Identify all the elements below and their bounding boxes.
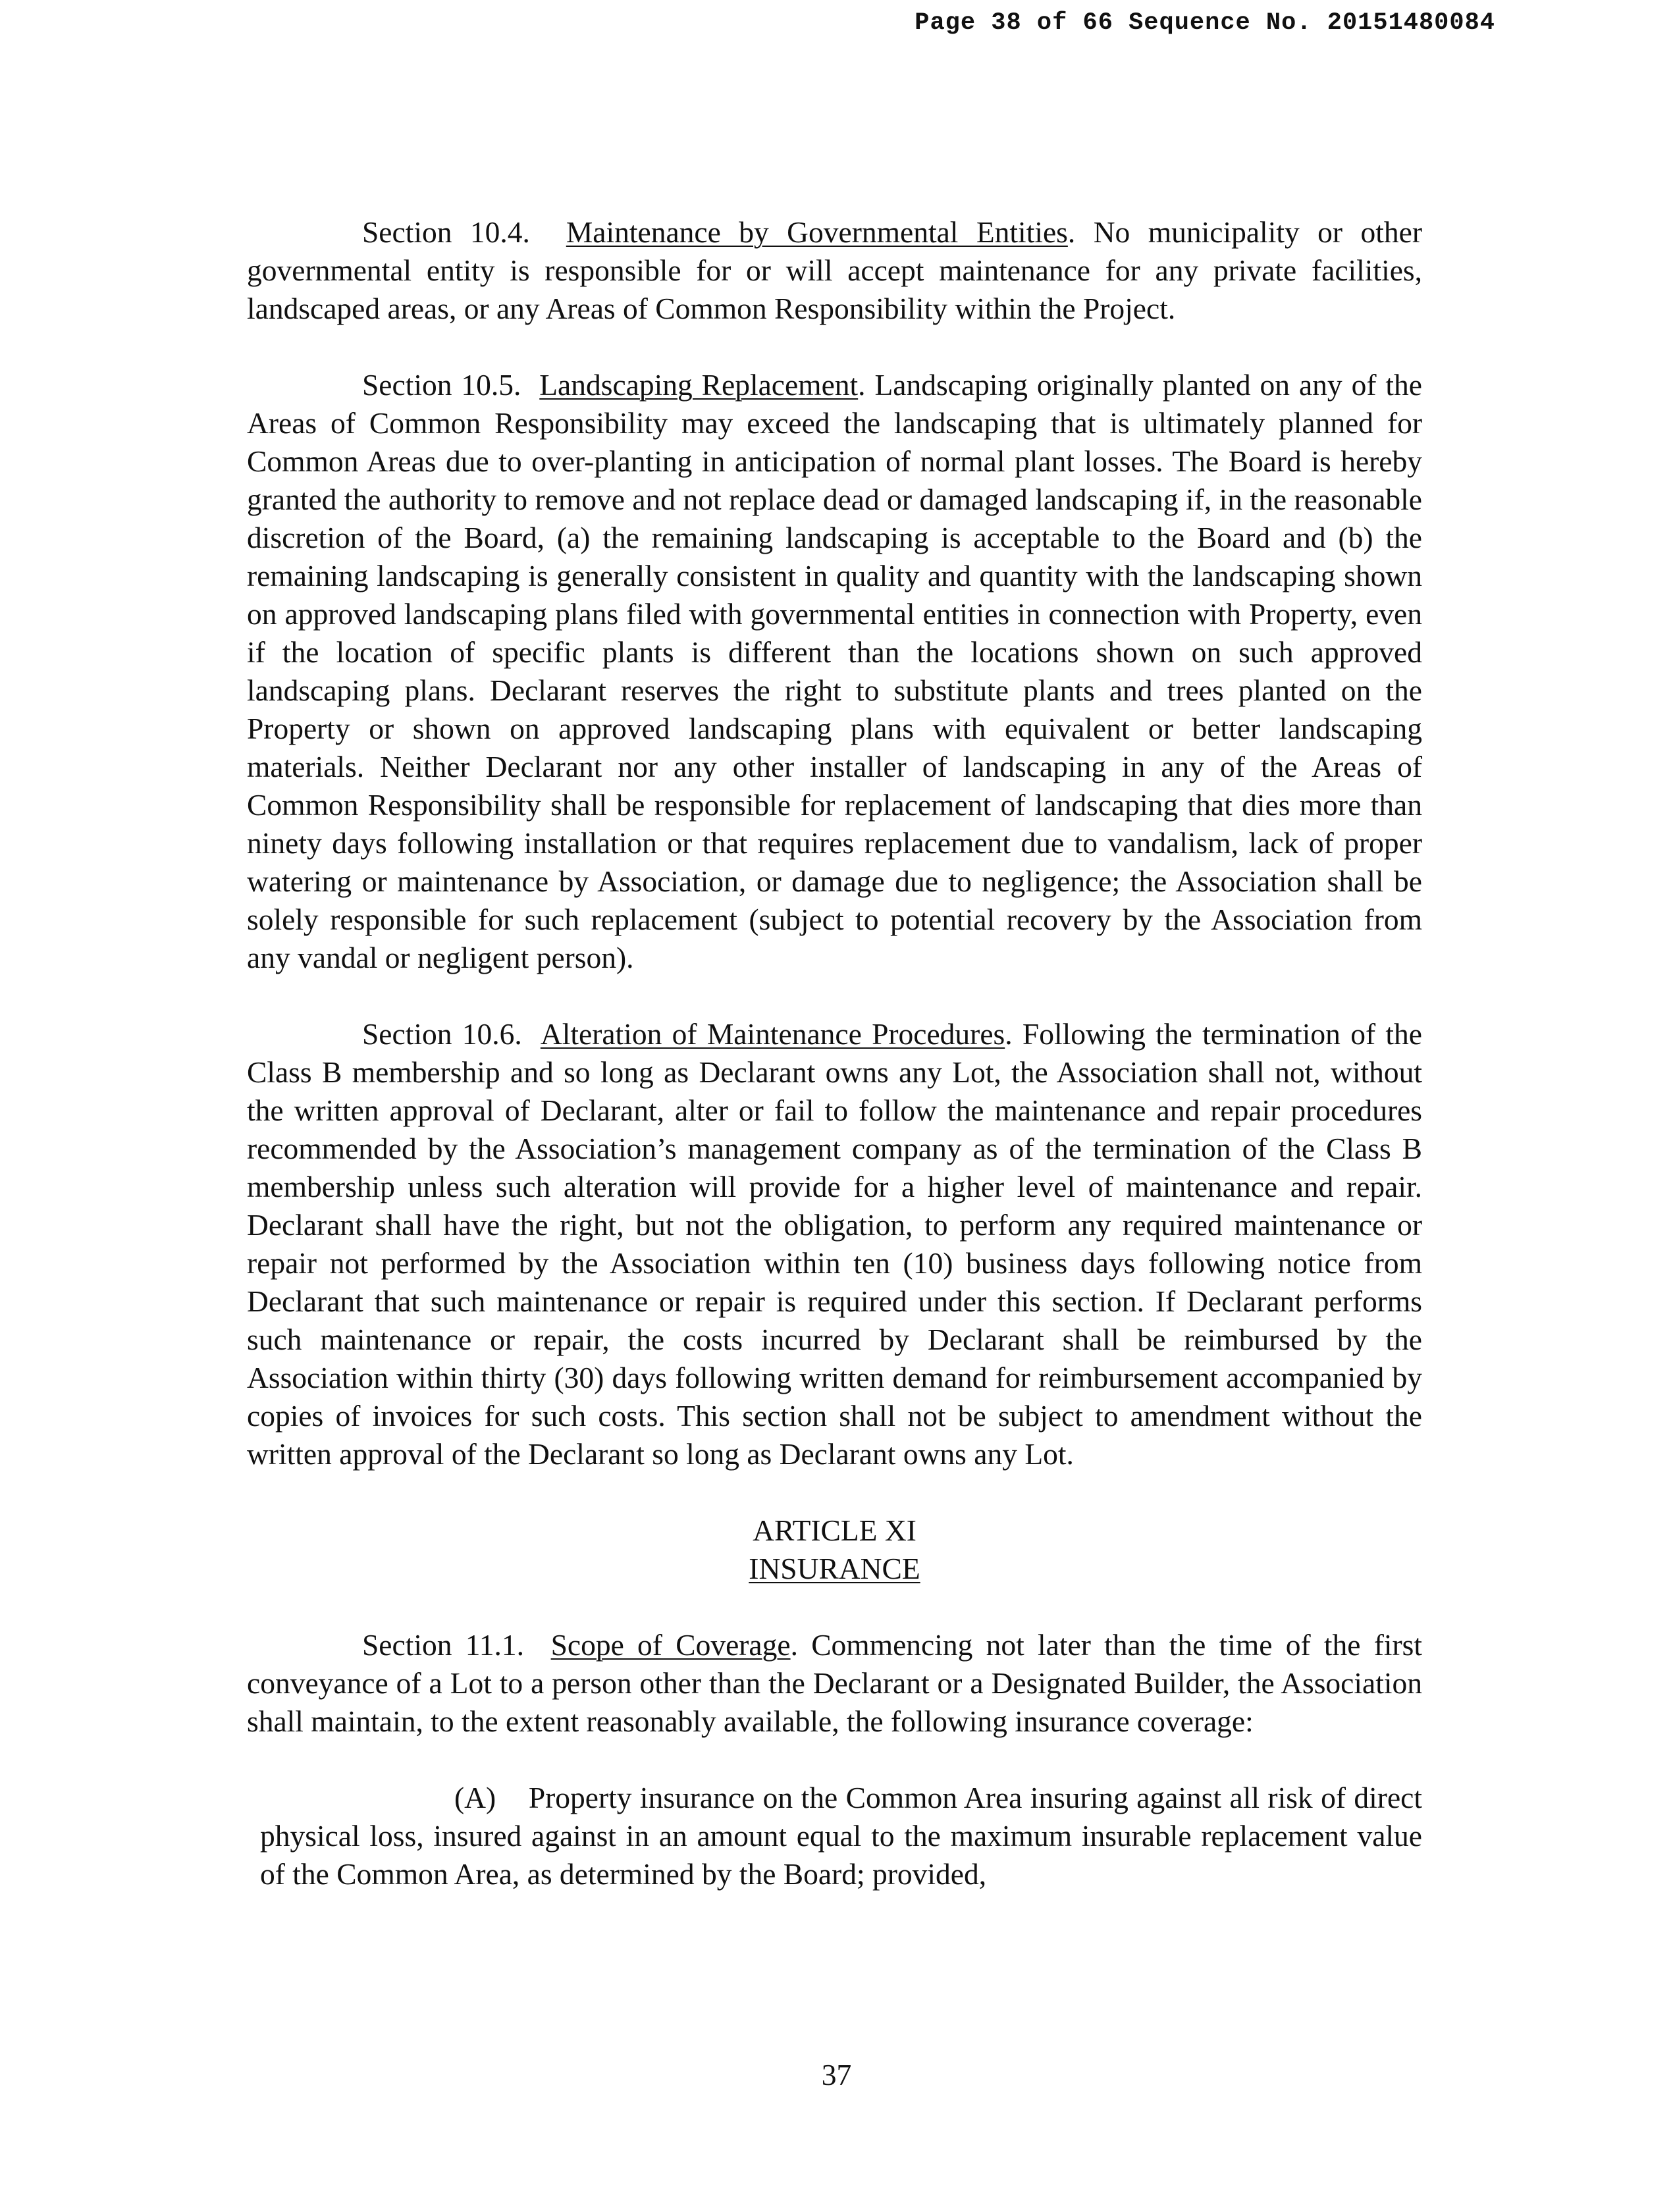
page-number: 37: [821, 2058, 852, 2092]
section-title: Maintenance by Governmental Entities: [566, 215, 1068, 249]
section-title: Scope of Coverage: [550, 1628, 791, 1662]
section-number: Section 10.6.: [362, 1017, 522, 1051]
section-11-1: [247, 1626, 1422, 1741]
section-body: . Following the termination of the Class B membership and so long as Declarant owns any Lot, the Association shall not, without the written approval of Declarant, alter or fail to follow the maintenance and repair procedures recommended by the Association’s management company as of the termination of the Class B membership unless such alteration will provide for a higher level of maintenance and repair. Declarant shall have the right, but not the obligation, to perform any required maintenance or repair not performed by the Association within ten (10) business days following notice from Declarant that such maintenance or repair is required under this section. If Declarant performs such maintenance or repair, the costs incurred by Declarant shall be reimbursed by the Association within thirty (30) days following written demand for reimbursement accompanied by copies of invoices for such costs. This section shall not be subject to amendment without the written approval of the Declarant so long as Declarant owns any Lot.: [247, 1017, 1422, 1471]
subsection-a: [260, 1779, 1422, 1893]
subsection-label: (A): [454, 1781, 496, 1814]
section-number: Section 10.4.: [362, 215, 530, 249]
section-number: Section 11.1.: [362, 1628, 525, 1662]
subsection-body: Property insurance on the Common Area insuring against all risk of direct physical loss, insured against in an amount equal to the maximum insurable replacement value of the Common Area, as determined by the Board; provided,: [260, 1781, 1422, 1891]
section-body: . Landscaping originally planted on any of the Areas of Common Responsibility may exceed the landscaping that is ultimately planned for Common Areas due to over-planting in anticipation of normal plant losses. The Board is hereby granted the authority to remove and not replace dead or damaged landscaping if, in the reasonable discretion of the Board, (a) the remaining landscaping is acceptable to the Board and (b) the remaining landscaping is generally consistent in quality and quantity with the landscaping shown on approved landscaping plans filed with governmental entities in connection with Property, even if the location of specific plants is different than the locations shown on such approved landscaping plans. Declarant reserves the right to substitute plants and trees planted on the Property or shown on approved landscaping plans with equivalent or better landscaping materials. Neither Declarant nor any other installer of landscaping in any of the Areas of Common Responsibility shall be responsible for replacement of landscaping that dies more than ninety days following installation or that requires replacement due to vandalism, lack of proper watering or maintenance by Association, or damage due to negligence; the Association shall be solely responsible for such replacement (subject to potential recovery by the Association from any vandal or negligent person).: [247, 368, 1423, 974]
section-title: Alteration of Maintenance Procedures: [540, 1017, 1005, 1051]
document-header: Page 38 of 66 Sequence No. 20151480084: [915, 9, 1495, 37]
section-10-4: [247, 213, 1422, 328]
article-number: ARTICLE XI: [753, 1514, 916, 1547]
section-10-5: [247, 366, 1422, 977]
section-title: Landscaping Replacement: [539, 368, 859, 402]
document-body: [247, 213, 1422, 1893]
section-number: Section 10.5.: [362, 368, 521, 402]
article-heading: [247, 1512, 1422, 1588]
section-body: . Commencing not later than the time of the first conveyance of a Lot to a person other than the Declarant or a Designated Builder, the Association shall maintain, to the extent reasonably available, the following insurance coverage:: [247, 1628, 1423, 1738]
section-10-6: [247, 1015, 1422, 1473]
article-title: INSURANCE: [749, 1552, 920, 1585]
section-body: . No municipality or other governmental entity is responsible for or will accept maintenance for any private facilities, landscaped areas, or any Areas of Common Responsibility within the Project.: [247, 215, 1422, 325]
